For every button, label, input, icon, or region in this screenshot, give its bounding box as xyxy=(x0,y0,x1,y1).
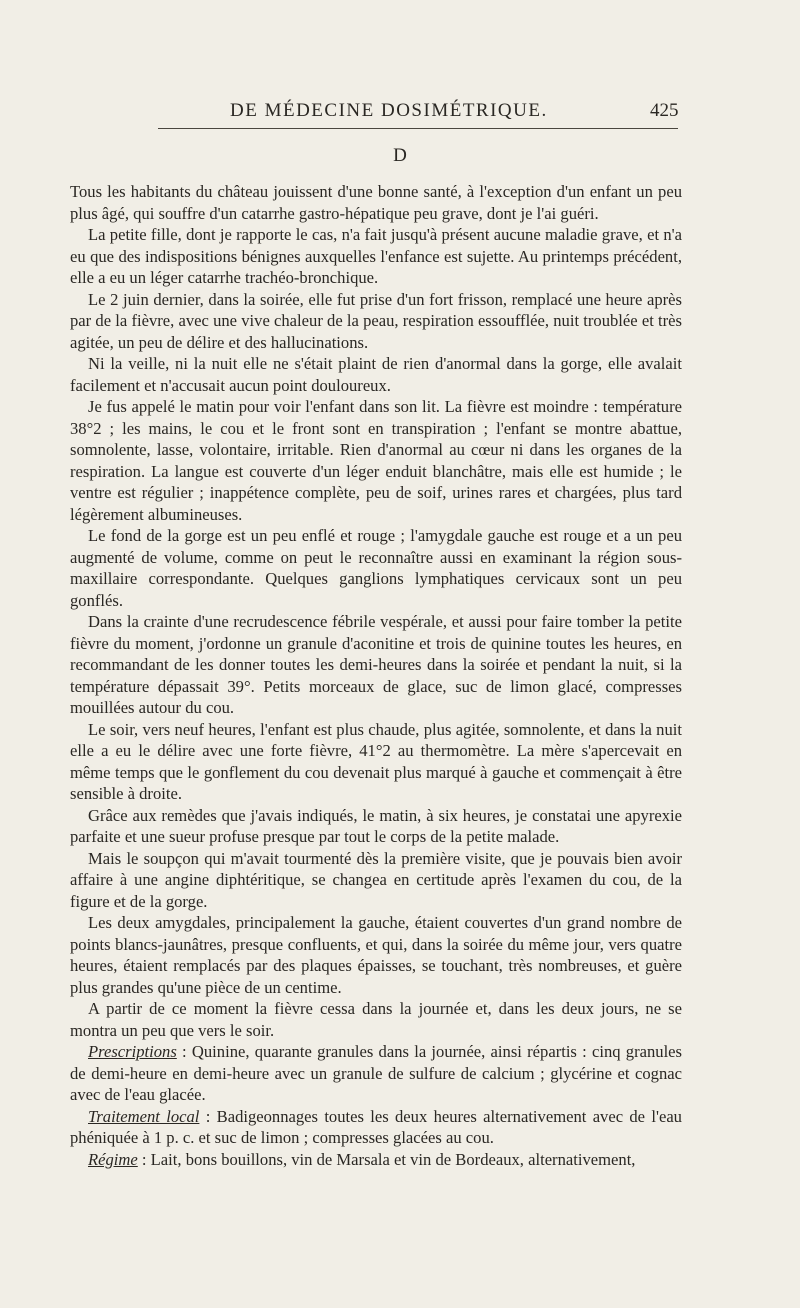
paragraph: Grâce aux remèdes que j'avais indiqués, le matin, à six heures, je constatai une apyrexie parfaite et une sueur profuse presque par tout le corps de la petite malade. xyxy=(70,805,682,846)
section-letter: D xyxy=(393,145,407,166)
page-number: 425 xyxy=(650,100,679,121)
body-text xyxy=(70,181,682,1170)
paragraph-traitement-local xyxy=(70,1106,682,1149)
paragraph-regime xyxy=(70,1149,682,1171)
paragraph: Tous les habitants du château jouissent d'une bonne santé, à l'exception d'un enfant un peu plus âgé, qui souffre d'un catarrhe gastro-hépatique peu grave, dont je l'ai guéri. xyxy=(70,182,682,223)
paragraph: Le soir, vers neuf heures, l'enfant est plus chaude, plus agitée, somnolente, et dans la nuit elle a eu le délire avec une forte fièvre, 41°2 au thermomètre. La mère s'apercevait en même temps que le gonflement du cou devenait plus marqué à gauche et commençait à être sensible à droite. xyxy=(70,719,682,803)
paragraph: Je fus appelé le matin pour voir l'enfant dans son lit. La fièvre est moindre : température 38°2 ; les mains, le cou et le front sont en transpiration ; l'enfant se montre abattue, somnolente, lasse, volontaire, irritable. Rien d'anormal au cœur ni dans les organes de la respiration. La langue est couverte d'un léger enduit blanchâtre, mais elle est humide ; le ventre est régulier ; inappétence complète, peu de soif, urines rares et chargées, plus tard légèrement albumineuses. xyxy=(70,397,682,524)
paragraph: A partir de ce moment la fièvre cessa dans la journée et, dans les deux jours, ne se montra un peu que vers le soir. xyxy=(70,999,682,1040)
traitement-local-text: : Badigeonnages toutes les deux heures alternativement avec de l'eau phéniquée à 1 p. c. et suc de limon ; compresses glacées au cou. xyxy=(70,1106,682,1147)
paragraph: Le fond de la gorge est un peu enflé et rouge ; l'amygdale gauche est rouge et a un peu augmenté de volume, comme on peut le reconnaître aussi en examinant la région sous-maxillaire correspondante. Quelques ganglions lymphatiques cervicaux sont un peu gonflés. xyxy=(70,526,682,610)
prescriptions-label: Prescriptions xyxy=(88,1042,177,1061)
regime-label: Régime xyxy=(88,1149,138,1169)
paragraph: Ni la veille, ni la nuit elle ne s'était plaint de rien d'anormal dans la gorge, elle avalait facilement et n'accusait aucun point douloureux. xyxy=(70,354,682,395)
paragraph: La petite fille, dont je rapporte le cas, n'a fait jusqu'à présent aucune maladie grave, et n'a eu que des indispositions bénignes auxquelles l'enfance est sujette. Au printemps précédent, elle a eu un léger catarrhe trachéo-bronchique. xyxy=(70,225,682,287)
paragraph-prescriptions xyxy=(70,1041,682,1106)
regime-text: : Lait, bons bouillons, vin de Marsala et vin de Bordeaux, alternativement, xyxy=(137,1149,636,1169)
paragraph: Mais le soupçon qui m'avait tourmenté dès la première visite, que je pouvais bien avoir affaire à une angine diphtéritique, se changea en certitude après l'examen du cou, de la figure et de la gorge. xyxy=(70,848,682,911)
traitement-local-label: Traitement local xyxy=(88,1106,200,1126)
paragraph: Les deux amygdales, principalement la gauche, étaient couvertes d'un grand nombre de points blancs-jaunâtres, presque confluents, et qui, dans la soirée du même jour, vers quatre heures, étaient remplacés par des plaques épaisses, se touchant, très nombreuses, et guère plus grandes qu'une pièce de un centime. xyxy=(70,913,682,997)
prescriptions-text: : Quinine, quarante granules dans la journée, ainsi répartis : cinq granules de demi-heure en demi-heure avec un granule de sulfure de calcium ; glycérine et cognac avec de l'eau glacée. xyxy=(70,1042,682,1104)
paragraph: Dans la crainte d'une recrudescence fébrile vespérale, et aussi pour faire tomber la petite fièvre du moment, j'ordonne un granule d'aconitine et trois de quinine toutes les heures, en recommandant de les donner toutes les demi-heures dans la soirée et pendant la nuit, si la température dépassait 39°. Petits morceaux de glace, suc de limon glacé, compresses mouillées autour du cou. xyxy=(70,612,682,717)
paragraph: Le 2 juin dernier, dans la soirée, elle fut prise d'un fort frisson, remplacé une heure après par de la fièvre, avec une vive chaleur de la peau, respiration essoufflée, nuit troublée et très agitée, un peu de délire et des hallucinations. xyxy=(70,289,682,352)
running-title: DE MÉDECINE DOSIMÉTRIQUE. xyxy=(230,100,548,121)
running-header xyxy=(0,100,800,126)
header-rule xyxy=(158,128,678,129)
